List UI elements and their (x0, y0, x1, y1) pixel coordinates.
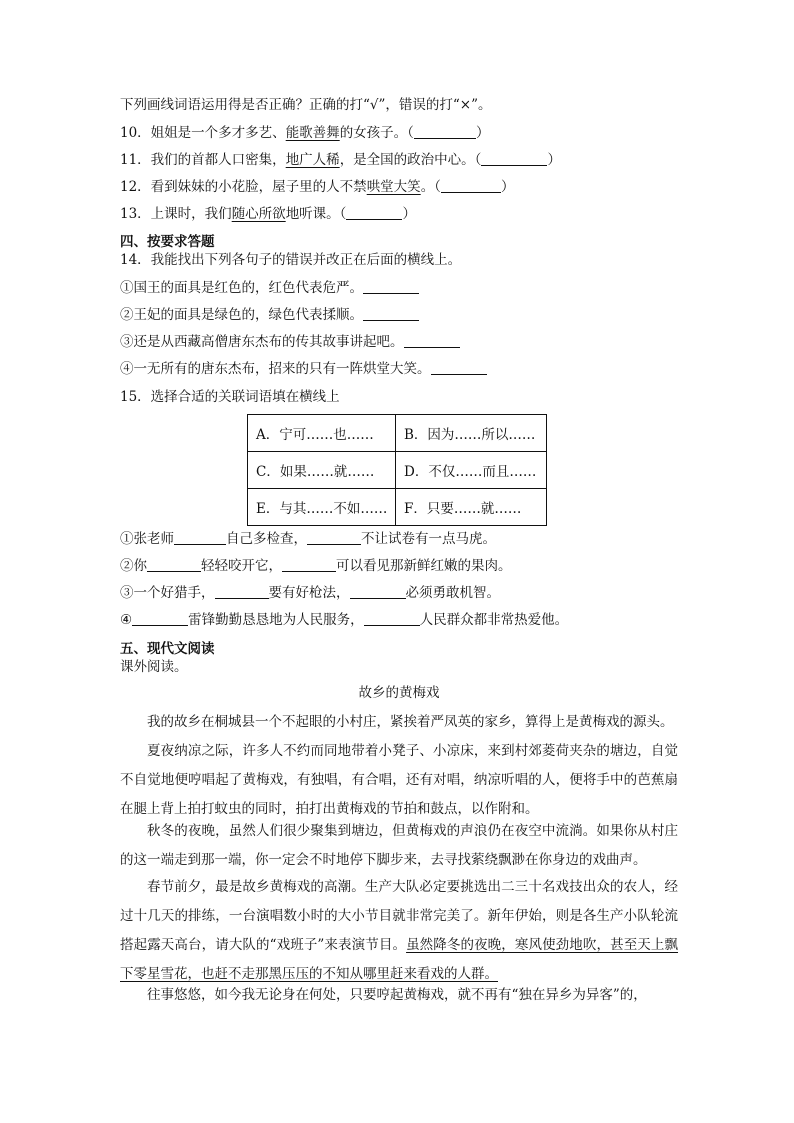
article-title: 故乡的黄梅戏 (358, 685, 440, 701)
answer-blank[interactable] (414, 124, 476, 139)
answer-blank[interactable] (441, 178, 501, 193)
correction-blank[interactable] (431, 360, 487, 375)
article-paragraph-3: 秋冬的夜晚，虽然人们很少聚集到塘边，但黄梅戏的声浪仍在夜空中流淌。如果你从村庄的这一端走到那一端，你一定会不时地停下脚步来，去寻找萦绕飘渺在你身边的戏曲声。 (120, 823, 678, 868)
underlined-sentence: 虽然降冬的夜晚，寒风使劲地吹，甚至天上飘下零星雪花，也赶不走那黑压压的不知从哪里赶来看戏的人群。 (120, 937, 679, 982)
fill-blank[interactable] (215, 584, 269, 599)
fill-blank[interactable] (132, 611, 188, 626)
fill-blank[interactable] (364, 611, 420, 626)
question-10: 10．姐姐是一个多才多艺、能歌善舞的女孩子。（ ） (120, 125, 490, 141)
section5-subtitle: 课外阅读。 (120, 659, 188, 675)
answer-blank[interactable] (481, 151, 547, 166)
q14-item-3: ③还是从西藏高僧唐东杰布的传其故事讲起吧。 (120, 333, 460, 351)
correction-blank[interactable] (363, 279, 419, 294)
fill-sentence-1: ①张老师 自己多检查， 不让试卷有一点马虎。 (120, 531, 496, 547)
question-12: 12．看到妹妹的小花脸，屋子里的人不禁哄堂大笑。（ ） (120, 179, 515, 195)
underlined-idiom: 地广人稀 (285, 152, 340, 168)
option-c: C．如果……就…… (248, 452, 396, 489)
question-11: 11．我们的首都人口密集，地广人稀，是全国的政治中心。（ ） (120, 152, 561, 168)
fill-blank[interactable] (350, 584, 406, 599)
underlined-idiom: 能歌善舞 (285, 125, 340, 141)
article-paragraph-5: 往事悠悠，如今我无论身在何处，只要哼起黄梅戏，就不再有“独在异乡为异客”的， (147, 987, 647, 1003)
section3-instruction: 下列画线词语运用得是否正确？正确的打“√”，错误的打“×”。 (120, 97, 492, 113)
option-d: D．不仅……而且…… (396, 452, 547, 489)
fill-sentence-4: ④ 雷锋勤勤恳恳地为人民服务， 人民群众都非常热爱他。 (120, 612, 569, 628)
option-a: A．宁可……也…… (248, 415, 396, 452)
article-paragraph-1: 我的故乡在桐城县一个不起眼的小村庄，紧挨着严凤英的家乡，算得上是黄梅戏的源头。 (147, 714, 674, 730)
option-f: F．只要……就…… (396, 489, 547, 526)
q14-item-1: ①国王的面具是红色的，红色代表危严。 (120, 279, 419, 297)
option-e: E．与其……不如…… (248, 489, 396, 526)
option-b: B．因为……所以…… (396, 415, 547, 452)
fill-sentence-3: ③一个好猎手， 要有好枪法， 必须勇敢机智。 (120, 585, 500, 601)
article-paragraph-4: 春节前夕，最是故乡黄梅戏的高潮。生产大队必定要挑选出二三十名戏技出众的农人，经过十几天的排练，一台演唱数小时的大小节目就非常完美了。新年伊始，则是各生产小队轮流搭起露天高台，请大队的“戏班子”来表演节目。虽然降冬的夜晚，寒风使劲地吹，甚至天上飘下零星雪花，也赶不走那黑压压的不知从哪里赶来看戏的人群。 (120, 879, 679, 982)
question-14-title: 14．我能找出下列各句子的错误并改正在后面的横线上。 (120, 252, 462, 268)
underlined-idiom: 随心所欲 (231, 206, 286, 222)
correction-blank[interactable] (363, 306, 419, 321)
section5-title: 五、现代文阅读 (120, 641, 215, 657)
q14-item-2: ②王妃的面具是绿色的，绿色代表揉顺。 (120, 306, 419, 324)
fill-blank[interactable] (282, 557, 336, 572)
correction-blank[interactable] (404, 333, 460, 348)
article-paragraph-2: 夏夜纳凉之际，许多人不约而同地带着小凳子、小凉床，来到村郊菱荷夹杂的塘边，自觉不自觉地便哼唱起了黄梅戏，有独唱，有合唱，还有对唱，纳凉听唱的人，便将手中的芭蕉扇在腿上背上拍打蚊虫的同时，拍打出黄梅戏的节拍和鼓点，以作附和。 (120, 743, 678, 817)
section4-title: 四、按要求答题 (120, 234, 215, 250)
fill-blank[interactable] (174, 530, 226, 545)
fill-blank[interactable] (147, 557, 201, 572)
fill-sentence-2: ②你 轻轻咬开它， 可以看见那新鲜红嫩的果肉。 (120, 558, 512, 574)
answer-blank[interactable] (346, 205, 402, 220)
question-15-title: 15．选择合适的关联词语填在横线上 (120, 389, 340, 405)
fill-blank[interactable] (307, 530, 361, 545)
q14-item-4: ④一无所有的唐东杰布，招来的只有一阵烘堂大笑。 (120, 360, 487, 378)
conjunction-options-table (247, 414, 547, 526)
question-13: 13．上课时，我们随心所欲地听课。（ ） (120, 206, 416, 222)
underlined-idiom: 哄堂大笑 (366, 179, 421, 195)
